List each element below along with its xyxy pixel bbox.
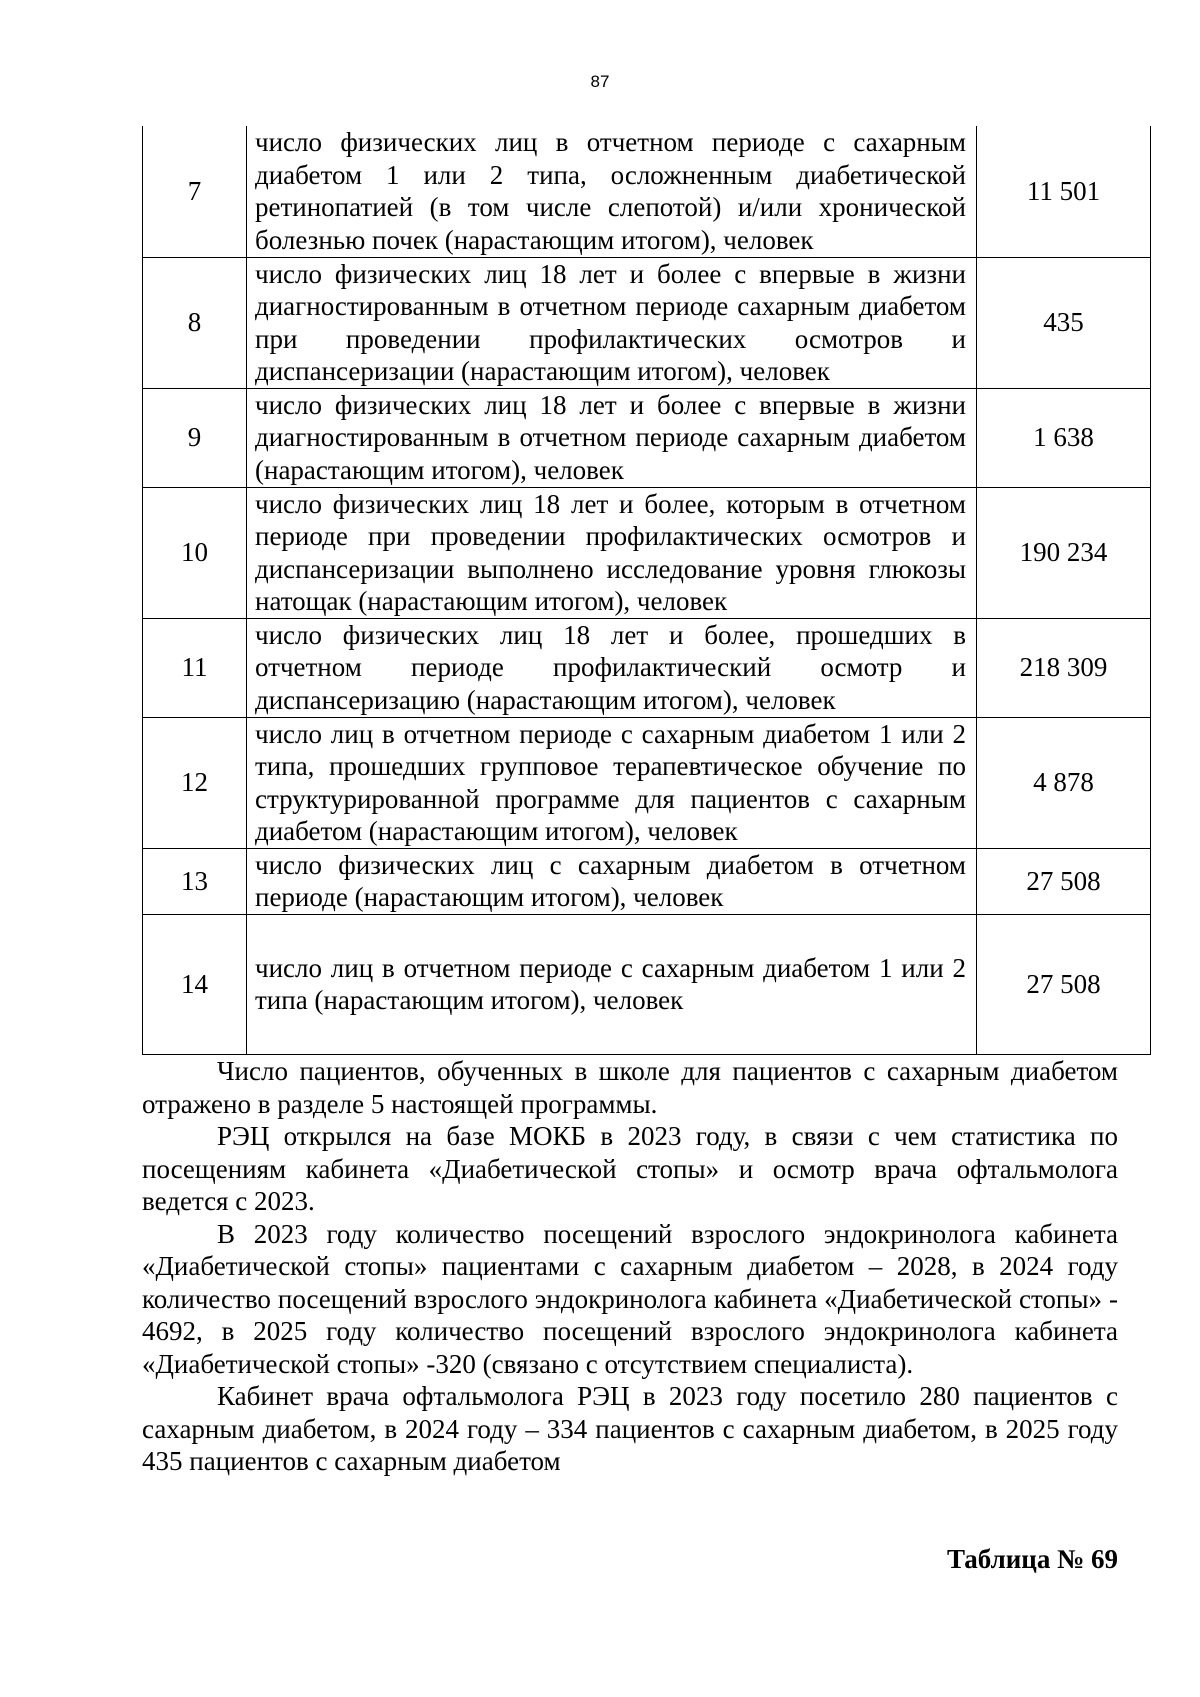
body-text — [142, 1055, 1118, 1478]
table-row — [143, 126, 1151, 257]
table-row — [143, 388, 1151, 487]
table-row — [143, 487, 1151, 618]
row-value: 11 501 — [977, 126, 1151, 257]
row-value: 1 638 — [977, 388, 1151, 487]
row-number: 14 — [143, 914, 247, 1054]
table-caption: Таблица № 69 — [946, 1544, 1118, 1574]
row-description-text: число лиц в отчетном периоде с сахарным диабетом 1 или 2 типа, прошедших групповое терапевтическое обучение по структурированной программе для пациентов с сахарным диабетом (нарастающим итогом), человек — [255, 718, 966, 846]
row-number: 8 — [143, 257, 247, 388]
table-row — [143, 257, 1151, 388]
indicators-table — [142, 126, 1151, 1055]
row-value: 27 508 — [977, 848, 1151, 914]
row-value: 190 234 — [977, 487, 1151, 618]
row-description — [247, 848, 977, 914]
row-value: 218 309 — [977, 618, 1151, 717]
row-number: 13 — [143, 848, 247, 914]
row-description-text: число физических лиц 18 лет и более с впервые в жизни диагностированным в отчетном периоде сахарным диабетом (нарастающим итогом), человек — [255, 389, 966, 485]
paragraph: Кабинет врача офтальмолога РЭЦ в 2023 году посетило 280 пациентов с сахарным диабетом, в 2024 году – 334 пациентов с сахарным диабетом, в 2025 году 435 пациентов с сахарным диабетом — [142, 1381, 1118, 1476]
row-description — [247, 487, 977, 618]
row-value: 4 878 — [977, 717, 1151, 848]
page-number: 87 — [590, 72, 610, 91]
row-description — [247, 126, 977, 257]
row-description-text: число физических лиц 18 лет и более, которым в отчетном периоде при проведении профилактических осмотров и диспансеризации выполнено исследование уровня глюкозы натощак (нарастающим итогом), человек — [255, 488, 966, 616]
row-description-text: число физических лиц в отчетном периоде с сахарным диабетом 1 или 2 типа, осложненным диабетической ретинопатией (в том числе слепотой) и/или хронической болезнью почек (нарастающим итогом), человек — [255, 127, 966, 255]
row-value: 435 — [977, 257, 1151, 388]
row-number: 7 — [143, 126, 247, 257]
row-number: 11 — [143, 618, 247, 717]
table-row — [143, 717, 1151, 848]
row-description — [247, 914, 977, 1054]
table-row — [143, 914, 1151, 1054]
row-description-text: число физических лиц 18 лет и более, прошедших в отчетном периоде профилактический осмотр и диспансеризацию (нарастающим итогом), человек — [255, 619, 966, 715]
row-number: 10 — [143, 487, 247, 618]
paragraph: Число пациентов, обученных в школе для пациентов с сахарным диабетом отражено в разделе 5 настоящей программы. — [142, 1056, 1118, 1119]
row-number: 9 — [143, 388, 247, 487]
row-description-text: число физических лиц с сахарным диабетом в отчетном периоде (нарастающим итогом), человек — [255, 849, 966, 912]
row-description — [247, 717, 977, 848]
row-value: 27 508 — [977, 914, 1151, 1054]
table-row — [143, 848, 1151, 914]
table-row — [143, 618, 1151, 717]
row-description-text: число физических лиц 18 лет и более с впервые в жизни диагностированным в отчетном периоде сахарным диабетом при проведении профилактических осмотров и диспансеризации (нарастающим итогом), человек — [255, 258, 966, 386]
paragraph: В 2023 году количество посещений взрослого эндокринолога кабинета «Диабетической стопы» пациентами с сахарным диабетом – 2028, в 2024 году количество посещений взрослого эндокринолога кабинета «Диабетической стопы» - 4692, в 2025 году количество посещений взрослого эндокринолога кабинета «Диабетической стопы» -320 (связано с отсутствием специалиста). — [142, 1218, 1118, 1379]
paragraph: РЭЦ открылся на базе МОКБ в 2023 году, в связи с чем статистика по посещениям кабинета «Диабетической стопы» и осмотр врача офтальмолога ведется с 2023. — [142, 1121, 1118, 1216]
row-description — [247, 618, 977, 717]
row-number: 12 — [143, 717, 247, 848]
row-description — [247, 257, 977, 388]
row-description-text: число лиц в отчетном периоде с сахарным диабетом 1 или 2 типа (нарастающим итогом), человек — [255, 952, 966, 1015]
row-description — [247, 388, 977, 487]
